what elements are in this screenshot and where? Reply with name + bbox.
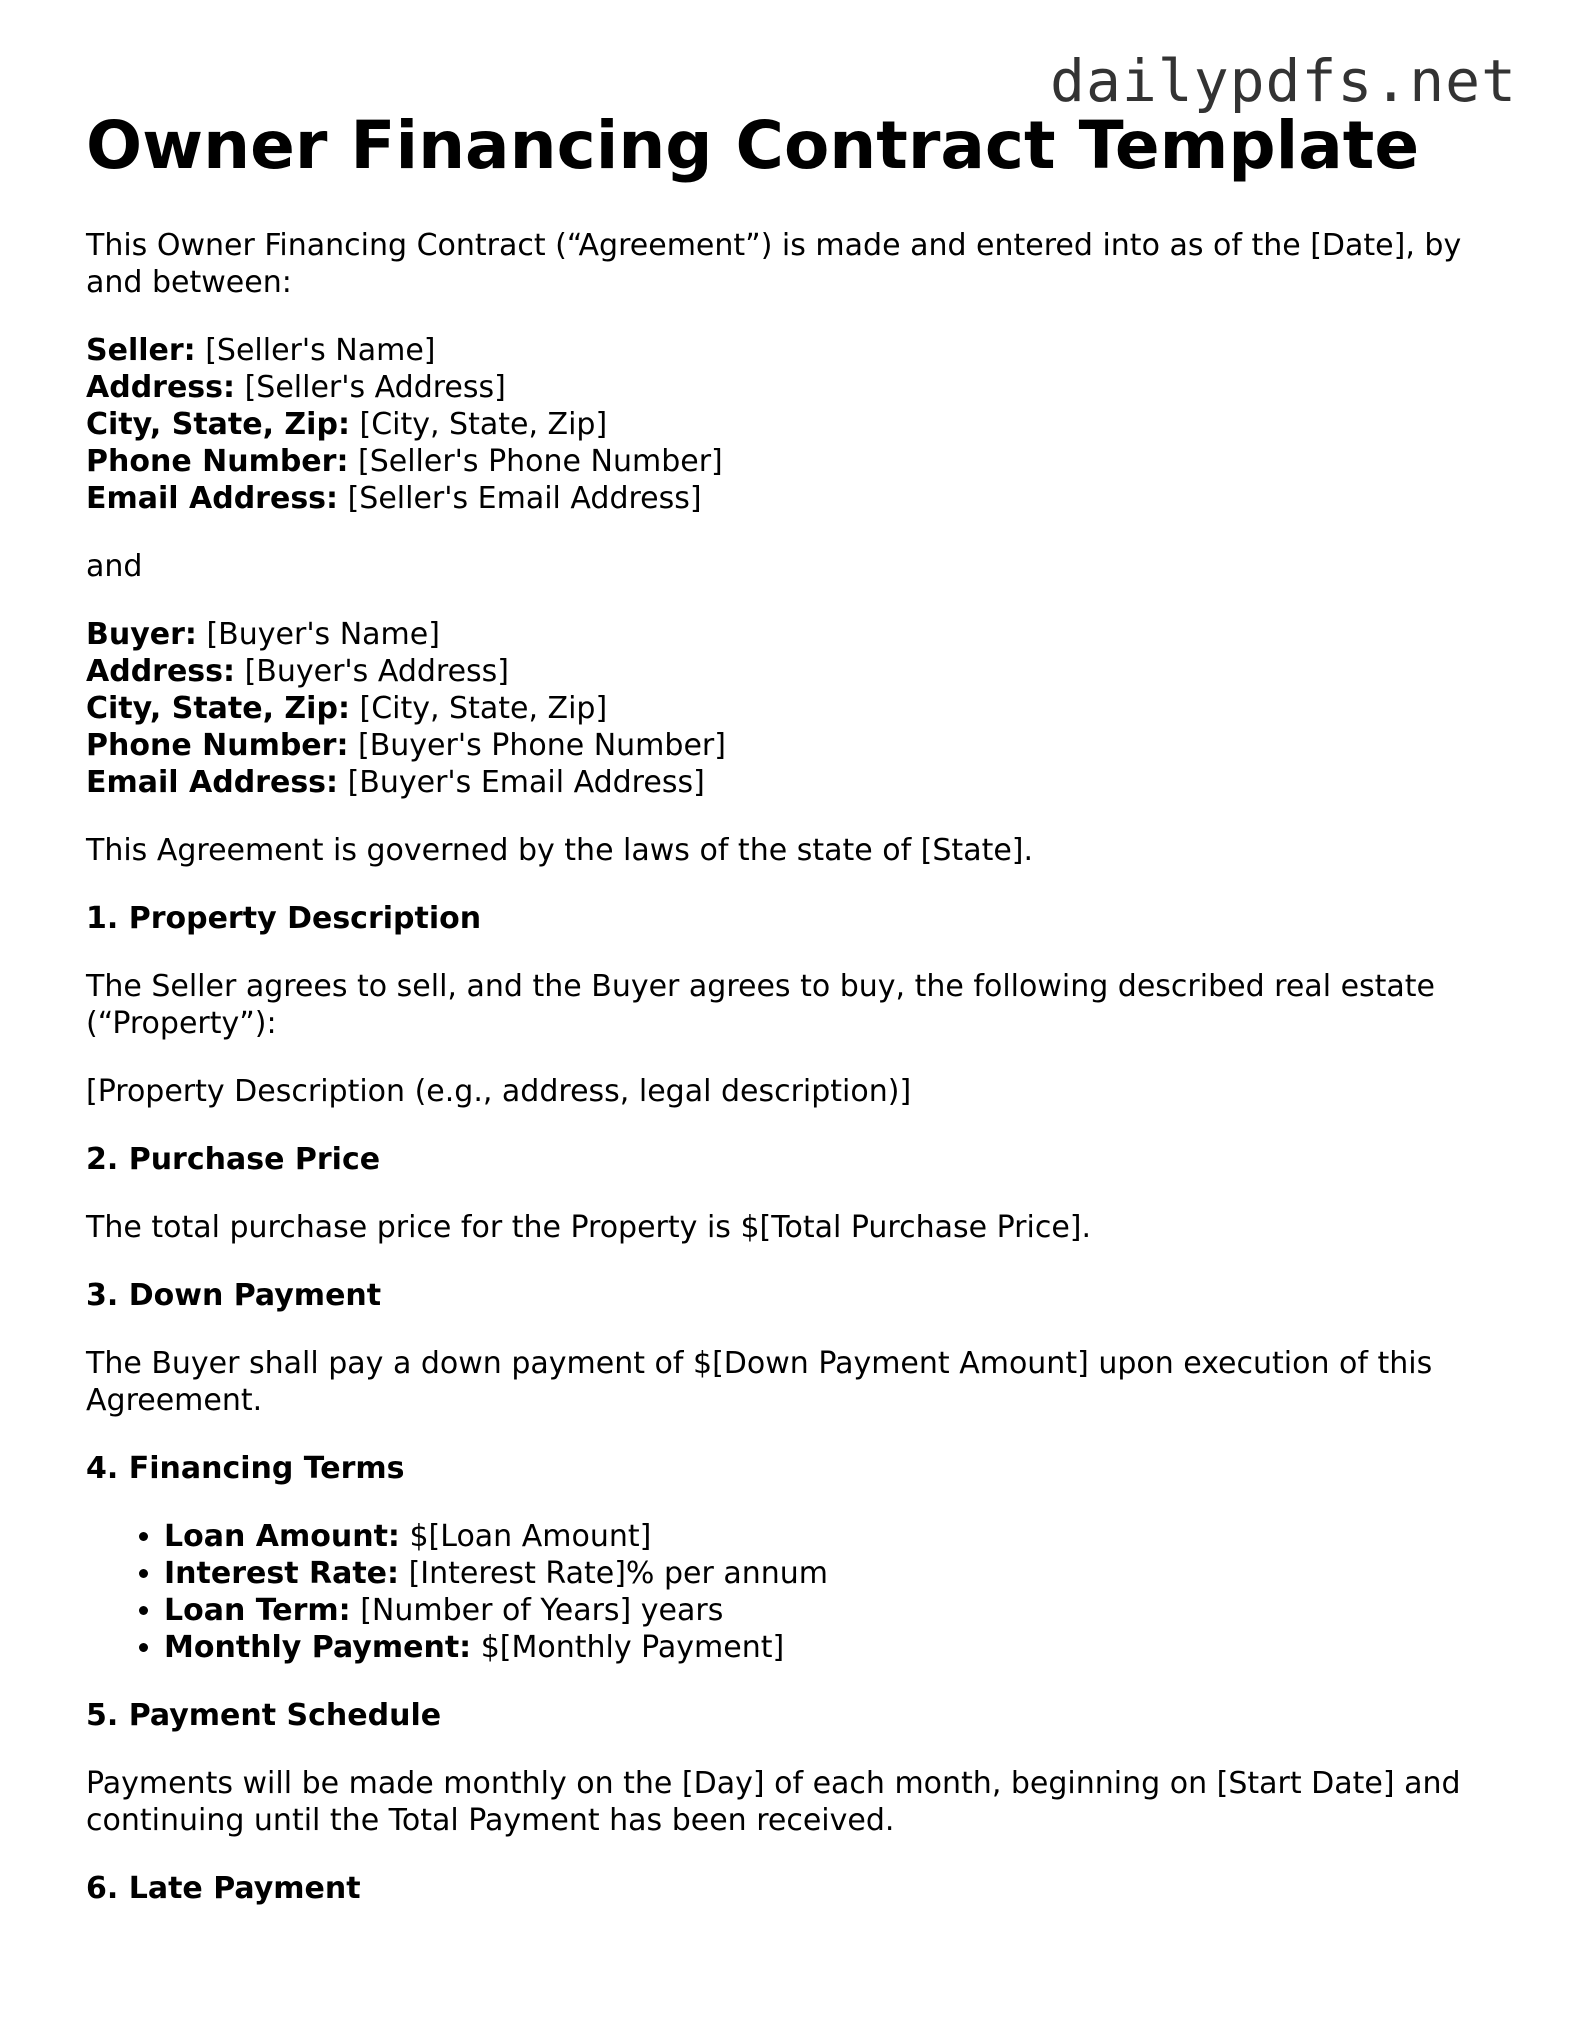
- property-description-paragraph: The Seller agrees to sell, and the Buyer agrees to buy, the following described real estate (“Property”):: [86, 968, 1436, 1041]
- term-label: Monthly Payment:: [164, 1629, 472, 1665]
- term-label: Interest Rate:: [164, 1555, 400, 1591]
- seller-email-line: [86, 480, 1496, 517]
- buyer-details: [86, 616, 1496, 801]
- section-heading-down-payment: 3. Down Payment: [86, 1277, 382, 1313]
- field-label: Buyer:: [86, 616, 197, 652]
- seller-city-line: [86, 406, 1496, 443]
- seller-name-line: [86, 332, 1496, 369]
- seller-phone-line: [86, 443, 1496, 480]
- field-label: Phone Number:: [86, 443, 349, 479]
- field-label: City, State, Zip:: [86, 690, 350, 726]
- section-heading-late-payment: 6. Late Payment: [86, 1870, 361, 1906]
- term-value: $[Monthly Payment]: [480, 1629, 785, 1665]
- section-heading-financing-terms: 4. Financing Terms: [86, 1450, 405, 1486]
- field-value: [Buyer's Address]: [244, 653, 510, 689]
- field-value: [Seller's Email Address]: [347, 480, 702, 516]
- purchase-price-paragraph: The total purchase price for the Property is $[Total Purchase Price].: [86, 1209, 1092, 1245]
- field-value: [Seller's Phone Number]: [358, 443, 723, 479]
- page-title: Owner Financing Contract Template: [86, 107, 1420, 184]
- field-label: Seller:: [86, 332, 196, 368]
- term-value: $[Loan Amount]: [409, 1518, 652, 1554]
- watermark: dailypdfs.net: [1050, 47, 1517, 115]
- term-label: Loan Term:: [164, 1592, 351, 1628]
- term-value: [Interest Rate]% per annum: [408, 1555, 828, 1591]
- field-label: Email Address:: [86, 764, 339, 800]
- down-payment-paragraph: The Buyer shall pay a down payment of $[Down Payment Amount] upon execution of this Agreement.: [86, 1345, 1433, 1418]
- section-heading-payment-schedule: 5. Payment Schedule: [86, 1697, 442, 1733]
- governing-law-paragraph: This Agreement is governed by the laws of the state of [State].: [86, 832, 1034, 868]
- list-item: [164, 1518, 1496, 1555]
- document-page: [86, 107, 1496, 1938]
- field-label: Phone Number:: [86, 727, 349, 763]
- buyer-phone-line: [86, 727, 1496, 764]
- section-heading-property-description: 1. Property Description: [86, 900, 482, 936]
- field-label: Email Address:: [86, 480, 339, 516]
- field-value: [Buyer's Name]: [206, 616, 440, 652]
- buyer-name-line: [86, 616, 1496, 653]
- buyer-email-line: [86, 764, 1496, 801]
- field-value: [Seller's Address]: [244, 369, 506, 405]
- list-item: [164, 1555, 1496, 1592]
- term-value: [Number of Years] years: [360, 1592, 724, 1628]
- payment-schedule-paragraph: Payments will be made monthly on the [Day] of each month, beginning on [Start Date] and continuing until the Total Payment has been received.: [86, 1765, 1461, 1838]
- field-value: [Buyer's Phone Number]: [358, 727, 726, 763]
- field-label: Address:: [86, 369, 236, 405]
- term-label: Loan Amount:: [164, 1518, 400, 1554]
- list-item: [164, 1629, 1496, 1666]
- seller-address-line: [86, 369, 1496, 406]
- buyer-address-line: [86, 653, 1496, 690]
- financing-terms-list: [86, 1518, 1496, 1666]
- and-separator: and: [86, 548, 143, 584]
- section-heading-purchase-price: 2. Purchase Price: [86, 1141, 381, 1177]
- field-label: Address:: [86, 653, 236, 689]
- field-value: [Buyer's Email Address]: [347, 764, 705, 800]
- field-value: [City, State, Zip]: [359, 406, 608, 442]
- list-item: [164, 1592, 1496, 1629]
- field-label: City, State, Zip:: [86, 406, 350, 442]
- intro-paragraph: This Owner Financing Contract (“Agreement”) is made and entered into as of the [Date], by and between:: [86, 227, 1462, 300]
- field-value: [City, State, Zip]: [359, 690, 608, 726]
- property-description-placeholder: [Property Description (e.g., address, legal description)]: [86, 1073, 912, 1109]
- seller-details: [86, 332, 1496, 517]
- buyer-city-line: [86, 690, 1496, 727]
- field-value: [Seller's Name]: [205, 332, 436, 368]
